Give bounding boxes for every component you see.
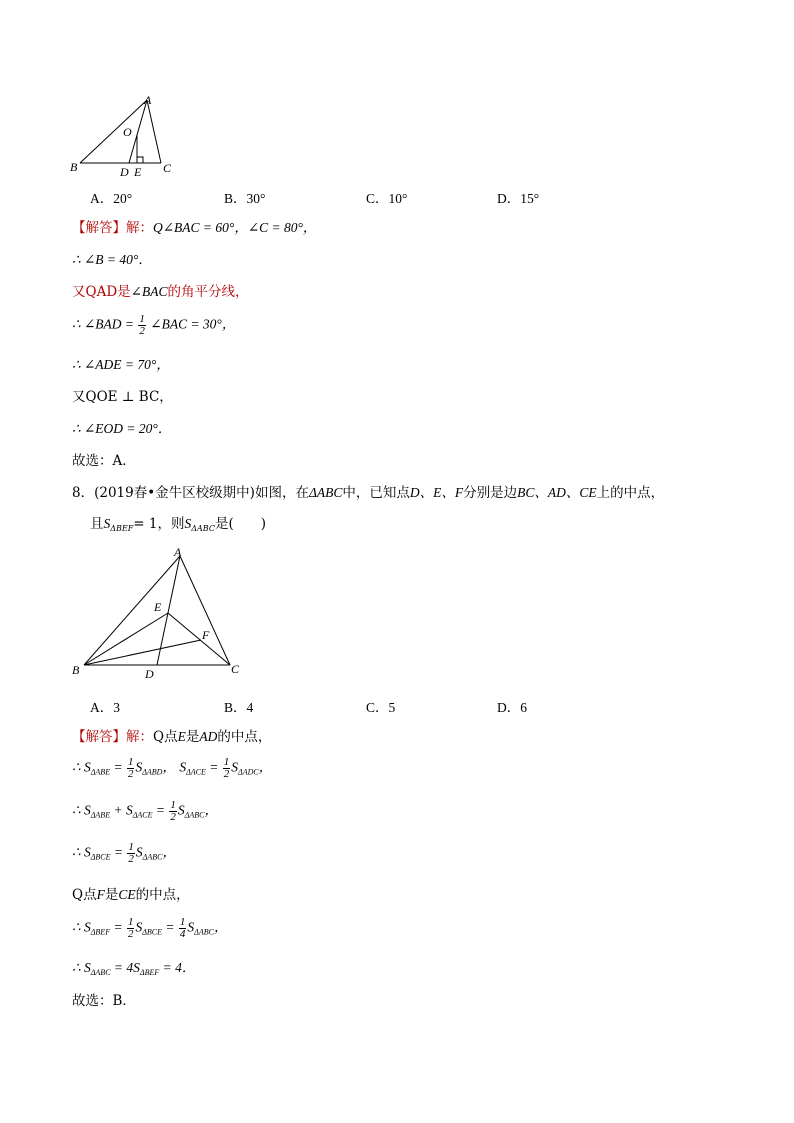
fraction-half	[169, 800, 177, 823]
q8-option-d: D．6	[497, 700, 527, 715]
q8-a1-pre: Q点	[153, 729, 178, 745]
q7-option-a: A．20°	[90, 191, 133, 206]
q8-a5-ce: CE	[118, 887, 136, 902]
label-a: A	[174, 545, 182, 559]
q8-ask-s: S	[184, 516, 192, 531]
q8-points: D、E、F	[409, 485, 464, 500]
frac-den: 4	[179, 928, 186, 940]
answer-tag: 【解答】	[72, 220, 126, 236]
q8-cond-sub: ΔBEF	[110, 524, 134, 533]
label-a: A	[144, 93, 152, 107]
sub: ΔABC	[90, 968, 111, 977]
frac-num: 1	[170, 799, 176, 811]
sub: ΔBCE	[90, 852, 111, 862]
q8-a5-post: 的中点，	[135, 887, 190, 903]
q8-solution-line-5	[72, 887, 190, 903]
sub: ΔACE	[186, 767, 206, 777]
q8-solution-line-3: ∴ $S_{\Delta ABE} + S_{\Delta ACE}$ = $\frac{1}{2}$ $S_{\Delta ABC}$，	[72, 799, 218, 823]
label-e: E	[154, 600, 162, 614]
q8-ask-sub: ΔABC	[191, 524, 215, 533]
q7-line4-post: ∠BAC = 30°，	[150, 316, 236, 332]
q8-option-c: C．5	[366, 700, 396, 715]
sub: ΔABD	[142, 767, 163, 777]
answer-jie: 解：	[126, 729, 153, 745]
q8-ask-end: 是( )	[214, 516, 266, 532]
label-b: B	[72, 663, 80, 677]
q8-cond-pre: 且	[90, 516, 104, 532]
q7-solution-line-4	[72, 314, 235, 337]
q8-a5-f: F	[96, 887, 105, 902]
frac-den: 2	[127, 928, 134, 940]
q7-choice: 故选：A．	[72, 453, 136, 469]
sub: ΔADC	[238, 767, 259, 777]
q7-solution-line-7: ∴ ∠EOD = 20°．	[72, 421, 172, 436]
q8-a1-mid: 是	[185, 729, 200, 745]
right-angle-mark	[137, 157, 143, 163]
answer-jie: 解：	[126, 220, 153, 236]
q8-triangle: ΔABC	[308, 485, 343, 500]
sub: ΔBEF	[90, 927, 111, 937]
frac-num: 1	[223, 756, 230, 768]
q7-line4-pre: ∴ ∠BAD =	[72, 316, 135, 332]
edge-ab	[84, 556, 180, 665]
frac-den: 2	[223, 768, 230, 780]
q7-option-d: D．15°	[497, 191, 540, 206]
figure-triangle-abc-2	[66, 542, 256, 682]
sub: ΔABC	[194, 927, 214, 937]
q7-line3-math: ∠BAC	[130, 284, 168, 299]
q8-solution-line-6: ∴ $S_{\Delta BEF}$ = $\frac{1}{2}$ $S_{\Delta BCE}$ = $\frac{1}{4}$ $S_{\Delta ABC}$，	[72, 916, 228, 940]
q8-number: 8．	[72, 485, 95, 501]
sub: ΔBEF	[139, 968, 160, 977]
q7-solution-line-1	[72, 220, 316, 236]
q8-solution-line-4: ∴ $S_{\Delta BCE}$ = $\frac{1}{2}$ $S_{\Delta ABC}$，	[72, 841, 176, 865]
figure-triangle-abc-1	[66, 92, 186, 182]
frac-num: 1	[127, 756, 134, 768]
sub: ΔBCE	[142, 927, 163, 937]
q7-option-c: C．10°	[366, 191, 408, 206]
fraction-half	[127, 917, 135, 940]
sub: ΔABC	[184, 810, 205, 820]
sub: ΔABC	[142, 852, 163, 862]
fraction-half	[127, 757, 135, 780]
label-b: B	[70, 160, 78, 174]
sub: ΔABE	[90, 810, 111, 820]
q8-a5-mid: 是	[104, 887, 119, 903]
q8-cond-s: S	[103, 516, 111, 531]
label-d: D	[120, 165, 129, 179]
q8-solution-line-2: ∴ $S_{\Delta ABE}$ = $\frac{1}{2}$ $S_{\Delta ABD}$， $S_{\Delta ACE}$ = $\frac{1}{2}$ $S_{\Delta ADC}$，	[72, 756, 273, 780]
segment-ad	[129, 100, 147, 163]
answer-tag: 【解答】	[72, 729, 126, 745]
q8-choice: 故选：B．	[72, 993, 136, 1009]
q8-edges: BC、AD、CE	[517, 485, 597, 500]
q8-stem-line-2	[90, 516, 266, 537]
q7-option-b: B．30°	[224, 191, 266, 206]
frac-den: 2	[128, 853, 134, 865]
q8-a5-pre: Q点	[72, 887, 97, 903]
q8-solution-line-1	[72, 729, 271, 745]
q7-line3-pre: 又QAD	[72, 284, 118, 300]
q7-solution-line-6: 又QOE ⊥ BC，	[72, 389, 173, 405]
segment-ce	[168, 613, 230, 665]
label-o: O	[123, 125, 132, 139]
sub: ΔACE	[132, 810, 153, 820]
fraction-half	[138, 314, 146, 337]
label-e: E	[134, 165, 142, 179]
q8-source: (2019春•金牛区校级期中)如图，在	[94, 485, 309, 501]
q8-stem-line-1	[72, 485, 664, 501]
q7-line3-post: 的角平分线，	[167, 284, 249, 300]
frac-den: 2	[127, 768, 134, 780]
sub: ΔABE	[90, 767, 111, 777]
fraction-half	[127, 842, 135, 865]
q7-line3-mid: 是	[117, 284, 131, 300]
label-c: C	[231, 662, 240, 676]
q8-stem-mid2: 分别是边	[463, 485, 518, 501]
q8-a1-post: 的中点，	[217, 729, 272, 745]
q7-line1-math: Q∠BAC = 60°，∠C = 80°，	[153, 220, 317, 235]
segment-bf	[84, 640, 201, 665]
q7-solution-line-3	[72, 284, 248, 300]
q8-a1-e: E	[177, 729, 186, 744]
q8-cond-eq: = 1，则	[133, 516, 185, 532]
q8-a1-ad: AD	[199, 729, 218, 744]
fraction-quarter	[179, 917, 187, 940]
frac-num: 1	[179, 916, 186, 928]
q8-solution-line-7: ∴ $S_{\Delta ABC} = 4S_{\Delta BEF} = 4$．	[72, 960, 196, 977]
q8-stem-end: 上的中点，	[596, 485, 665, 501]
fraction-half	[223, 757, 231, 780]
q8-option-a: A．3	[90, 700, 120, 715]
edge-ac	[180, 556, 230, 665]
label-f: F	[202, 628, 210, 642]
q7-solution-line-5: ∴ ∠ADE = 70°，	[72, 357, 170, 372]
edge-ac	[147, 100, 161, 163]
q8-option-b: B．4	[224, 700, 254, 715]
segment-be	[84, 613, 168, 665]
q8-stem-mid: 中，已知点	[342, 485, 410, 501]
frac-num: 1	[128, 841, 134, 853]
frac-den: 2	[170, 811, 176, 823]
frac-den: 2	[139, 325, 145, 337]
label-c: C	[163, 161, 172, 175]
frac-num: 1	[127, 916, 134, 928]
label-d: D	[145, 667, 154, 681]
frac-num: 1	[139, 313, 145, 325]
q8-a7-tail: = 4．	[162, 960, 196, 975]
q7-solution-line-2: ∴ ∠B = 40°．	[72, 252, 152, 267]
